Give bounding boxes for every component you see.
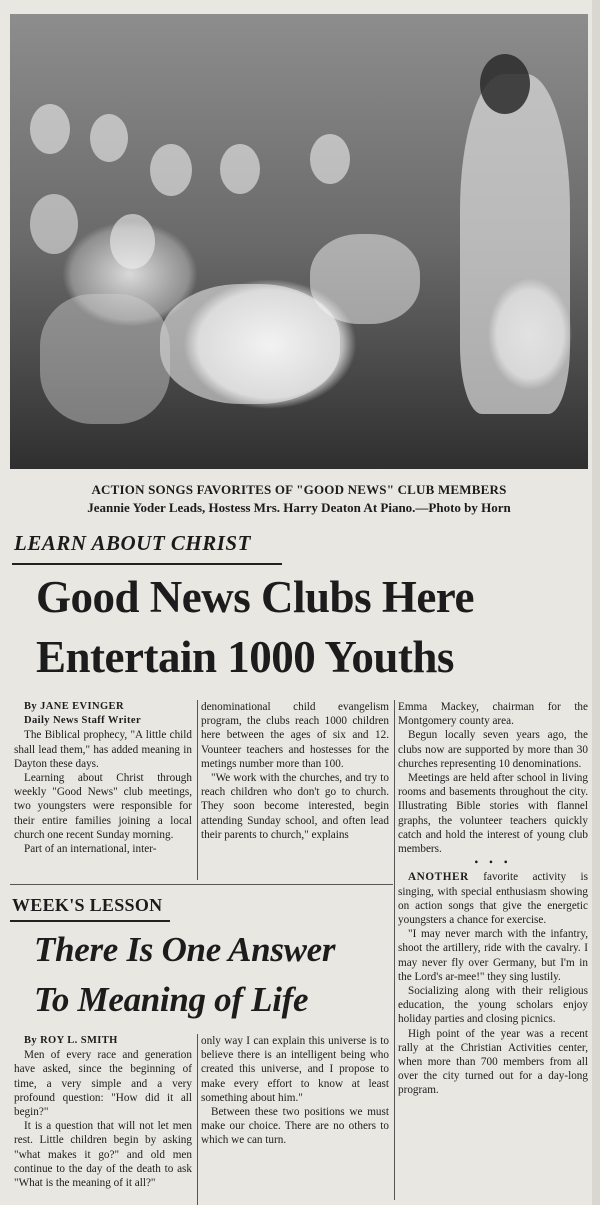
column-divider bbox=[394, 700, 395, 1200]
headline-line-1: Good News Clubs Here bbox=[36, 572, 474, 622]
article-kicker: LEARN ABOUT CHRIST bbox=[14, 531, 251, 555]
lesson-kicker-underline bbox=[10, 920, 170, 922]
lead-word: ANOTHER bbox=[408, 871, 469, 884]
article2-column-1 bbox=[14, 1034, 192, 1205]
lesson-headline-line-1: There Is One Answer bbox=[34, 930, 336, 969]
photo-caption-title: ACTION SONGS FAVORITES OF "GOOD NEWS" CLUB MEMBERS bbox=[91, 482, 507, 497]
paragraph: "We work with the churches, and try to reach children who don't go to church. They soon become interested, begin attending Sunday school, and often lead their parents to church," explains bbox=[201, 772, 389, 841]
section-divider bbox=[10, 884, 393, 885]
paragraph: It is a question that will not let men rest. Little children begin by asking "what makes it go?" and old men continue to the day of the death to ask "What is the meaning of it all?" bbox=[14, 1120, 192, 1190]
article2-column-2 bbox=[201, 1034, 389, 1205]
paragraph: Meetings are held after school in living rooms and basements throughout the city. Illustrating Bible stories with flannel graphs, the volunteer teachers quickly catch and hold the interest of young club members. bbox=[398, 772, 588, 856]
article1-column-1 bbox=[14, 700, 192, 878]
article1-column-3 bbox=[398, 700, 588, 1200]
lesson-byline: By ROY L. SMITH bbox=[24, 1035, 118, 1046]
paragraph: The Biblical prophecy, "A little child shall lead them," has added meaning in Dayton these days. bbox=[14, 729, 192, 770]
paragraph: Learning about Christ through weekly "Good News" club meetings, two youngsters were responsible for their entire families joining a local church one recent Sunday morning. bbox=[14, 772, 192, 841]
column-divider bbox=[197, 700, 198, 880]
article1-column-2 bbox=[201, 700, 389, 880]
photo-caption-credit: Jeannie Yoder Leads, Hostess Mrs. Harry Deaton At Piano.—Photo by Horn bbox=[87, 500, 511, 515]
kicker-underline bbox=[12, 563, 282, 565]
paragraph: High point of the year was a recent rally at the Christian Activities center, when more than 700 members from all over the city turned out for a day-long program. bbox=[398, 1027, 588, 1097]
column-divider bbox=[197, 1034, 198, 1205]
byline-name: By JANE EVINGER bbox=[24, 701, 124, 712]
paragraph: only way I can explain this universe is to believe there is an intelligent being who created this universe, and I propose to make every effort to know at least something about him." bbox=[201, 1035, 389, 1104]
paragraph: Part of an international, inter- bbox=[24, 843, 157, 856]
paragraph: "I may never march with the infantry, shoot the artillery, ride with the cavalry. I may never fly over Germany, but I'm in the Lord's ar-mee!" they sing lustily. bbox=[398, 928, 588, 983]
paragraph: Begun locally seven years ago, the clubs now are supported by more than 30 churches representing 10 denominations. bbox=[398, 729, 588, 770]
section-dots: • • • bbox=[474, 857, 512, 870]
byline-title: Daily News Staff Writer bbox=[24, 715, 141, 727]
paragraph: Men of every race and generation have asked, since the beginning of time, a very simple and a very profound question: "How did it all begin?" bbox=[14, 1049, 192, 1119]
lesson-kicker: WEEK'S LESSON bbox=[12, 895, 163, 915]
paragraph: denominational child evangelism program, the clubs reach 1000 children here between the ages of six and 12. Vounteer teachers and hostesses for the metings number more than 100. bbox=[201, 701, 389, 770]
paragraph: Socializing along with their religious education, the young scholars enjoy holiday parties and closing picnics. bbox=[398, 985, 588, 1026]
news-photo bbox=[10, 14, 588, 469]
paragraph bbox=[398, 870, 588, 927]
adjacent-column-edge bbox=[592, 0, 600, 1205]
paragraph: Emma Mackey, chairman for the Montgomery county area. bbox=[398, 701, 588, 728]
headline-line-2: Entertain 1000 Youths bbox=[36, 632, 454, 682]
paragraph: Between these two positions we must make our choice. There are no others to which we can turn. bbox=[201, 1106, 389, 1147]
lesson-headline-line-2: To Meaning of Life bbox=[34, 980, 309, 1019]
paragraph-text: favorite activity is singing, with special enthusiasm showing on action songs that give the energetic youngsters a chance for exercise. bbox=[398, 871, 588, 927]
